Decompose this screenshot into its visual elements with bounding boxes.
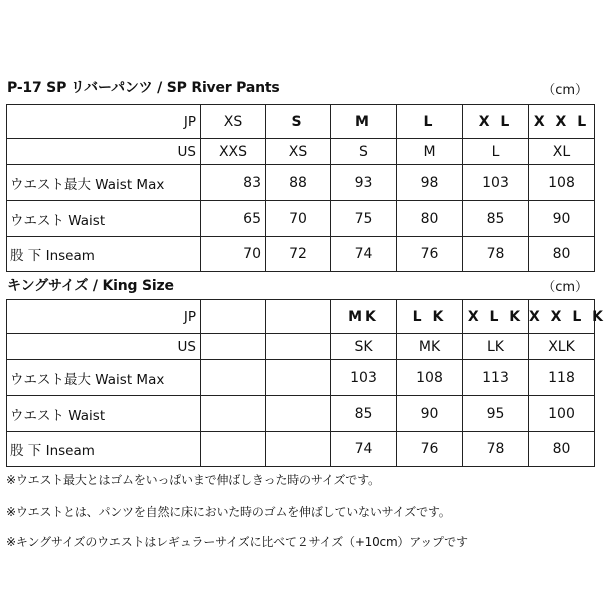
waist-value: 75 xyxy=(331,201,397,237)
king-title: キングサイズ / King Size xyxy=(7,278,174,294)
note-king-size: ※キングサイズのウエストはレギュラーサイズに比べて２サイズ（+10cm）アップです xyxy=(6,535,468,549)
us-size: LK xyxy=(463,334,529,360)
jp-size: X L xyxy=(463,105,529,139)
waist-value: 80 xyxy=(397,201,463,237)
waist-max-value: 113 xyxy=(463,360,529,396)
waist-label: ウエスト Waist xyxy=(7,201,201,237)
inseam-value: 76 xyxy=(397,432,463,467)
empty-cell xyxy=(266,396,331,432)
us-size: MK xyxy=(397,334,463,360)
waist-value: 65 xyxy=(201,201,266,237)
waist-max-value: 103 xyxy=(463,165,529,201)
us-size: SK xyxy=(331,334,397,360)
main-size-table xyxy=(6,104,595,272)
waist-max-value: 103 xyxy=(331,360,397,396)
inseam-value: 80 xyxy=(529,237,595,272)
king-size-table xyxy=(6,299,606,467)
waist-max-value: 83 xyxy=(201,165,266,201)
inseam-value: 78 xyxy=(463,432,529,467)
empty-cell xyxy=(201,360,266,396)
waist-max-value: 98 xyxy=(397,165,463,201)
waist-row xyxy=(7,201,595,237)
jp-size: L xyxy=(397,105,463,139)
waist-value: 100 xyxy=(529,396,595,432)
jp-size: S xyxy=(266,105,331,139)
main-unit: （cm） xyxy=(542,83,588,98)
waist-value: 95 xyxy=(463,396,529,432)
waist-max-value: 108 xyxy=(397,360,463,396)
jp-size: L K xyxy=(397,300,463,334)
empty-cell xyxy=(201,334,266,360)
empty-cell xyxy=(266,334,331,360)
waist-value: 70 xyxy=(266,201,331,237)
waist-max-label: ウエスト最大 Waist Max xyxy=(7,360,201,396)
us-size: XL xyxy=(529,139,595,165)
us-row xyxy=(7,139,595,165)
jp-row xyxy=(7,105,595,139)
waist-max-value: 118 xyxy=(529,360,595,396)
waist-max-value: 108 xyxy=(529,165,595,201)
king-jp-row xyxy=(7,300,595,334)
empty-cell xyxy=(201,396,266,432)
waist-value: 90 xyxy=(529,201,595,237)
us-label: US xyxy=(7,139,201,165)
us-size: XXS xyxy=(201,139,266,165)
empty-cell xyxy=(266,300,331,334)
inseam-value: 70 xyxy=(201,237,266,272)
note-waist-max: ※ウエスト最大とはゴムをいっぱいまで伸ばしきった時のサイズです。 xyxy=(6,473,380,487)
king-unit: （cm） xyxy=(542,280,588,295)
king-waist-max-row xyxy=(7,360,595,396)
king-inseam-row xyxy=(7,432,595,467)
waist-max-value: 88 xyxy=(266,165,331,201)
inseam-value: 74 xyxy=(331,432,397,467)
us-size: XS xyxy=(266,139,331,165)
jp-size: M xyxy=(331,105,397,139)
empty-cell xyxy=(201,300,266,334)
us-size: L xyxy=(463,139,529,165)
empty-cell xyxy=(266,360,331,396)
waist-value: 85 xyxy=(463,201,529,237)
us-size: M xyxy=(397,139,463,165)
jp-label: JP xyxy=(7,300,201,334)
empty-cell xyxy=(201,432,266,467)
inseam-value: 72 xyxy=(266,237,331,272)
us-size: XLK xyxy=(529,334,595,360)
jp-size: MK xyxy=(331,300,397,334)
inseam-label: 股 下 Inseam xyxy=(7,432,201,467)
inseam-value: 74 xyxy=(331,237,397,272)
jp-label: JP xyxy=(7,105,201,139)
waist-max-row xyxy=(7,165,595,201)
jp-size: X X L K xyxy=(529,300,595,334)
inseam-value: 78 xyxy=(463,237,529,272)
inseam-value: 80 xyxy=(529,432,595,467)
waist-value: 85 xyxy=(331,396,397,432)
main-title: P-17 SP リバーパンツ / SP River Pants xyxy=(7,80,280,96)
empty-cell xyxy=(266,432,331,467)
jp-size: XS xyxy=(201,105,266,139)
king-us-row xyxy=(7,334,595,360)
note-waist: ※ウエストとは、パンツを自然に床においた時のゴムを伸ばしていないサイズです。 xyxy=(6,505,451,519)
us-size: S xyxy=(331,139,397,165)
waist-value: 90 xyxy=(397,396,463,432)
us-label: US xyxy=(7,334,201,360)
inseam-row xyxy=(7,237,595,272)
king-waist-row xyxy=(7,396,595,432)
waist-label: ウエスト Waist xyxy=(7,396,201,432)
waist-max-value: 93 xyxy=(331,165,397,201)
jp-size: X X L xyxy=(529,105,595,139)
waist-max-label: ウエスト最大 Waist Max xyxy=(7,165,201,201)
jp-size: X L K xyxy=(463,300,529,334)
inseam-label: 股 下 Inseam xyxy=(7,237,201,272)
inseam-value: 76 xyxy=(397,237,463,272)
